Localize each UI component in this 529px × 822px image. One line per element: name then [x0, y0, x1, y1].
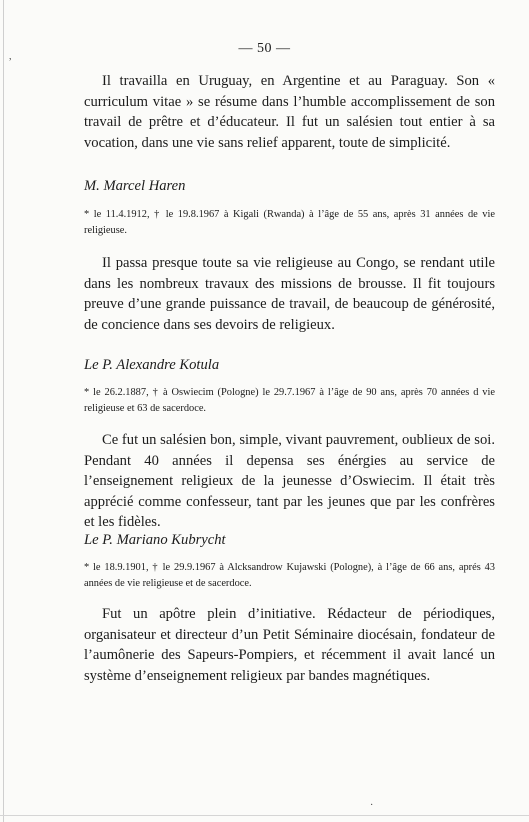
entry-body: Ce fut un salésien bon, simple, vivant pauvrement, oublieux de soi. Pendant 40 années il depensa ses énérgies au service de l’enseignement religieux de la jeunesse d’Oswiecim. Il était très apprécié comme confesseur, tant par les jeunes que par les confrères et les fidèles. — [84, 432, 495, 530]
entry-note: * le 26.2.1887, † à Oswiecim (Pologne) le 29.7.1967 à l’âge de 90 ans, après 70 années d vie religieuse et 63 de sacerdoce. — [84, 387, 495, 414]
entry-heading: Le P. Mariano Kubrycht — [84, 532, 226, 548]
intro-paragraph: Il travailla en Uruguay, en Argentine et au Paraguay. Son « curriculum vitae » se résume dans l’humble accomplissement de son travail de prêtre et d’éducateur. Il fut un salésien tout entier à sa vocation, dans une vie sans relief apparent, toute de simplicité. — [84, 73, 495, 151]
bottom-speck: · — [370, 800, 374, 811]
entry-note: * le 18.9.1901, † le 29.9.1967 à Alcksandrow Kujawski (Pologne), à l’âge de 66 ans, aprés 43 années de vie religieuse et de sacerdoce. — [84, 562, 495, 589]
page-edge-line — [3, 0, 4, 822]
entry-body: Il passa presque toute sa vie religieuse au Congo, se rendant utile dans les nombreux travaux des missions de brousse. Il fit toujours preuve d’une grande puissance de travail, de beaucoup de générosité, de concience dans ses devoirs de religieux. — [84, 255, 495, 333]
entry-note: * le 11.4.1912, † le 19.8.1967 à Kigali (Rwanda) à l’âge de 55 ans, après 31 années de vie religieuse. — [84, 209, 495, 236]
entry-body: Fut un apôtre plein d’initiative. Rédacteur de périodiques, organisateur et directeur d’un Petit Séminaire diocésain, fondateur de l’aumônerie des Sapeurs-Pompiers, et récemment il avait lancé un système d’enseignement religieux par bandes magnétiques. — [84, 606, 495, 684]
margin-mark: , — [9, 51, 12, 62]
entry-heading: M. Marcel Haren — [84, 178, 186, 194]
entry-heading: Le P. Alexandre Kotula — [84, 357, 220, 373]
page-number: — 50 — — [238, 41, 291, 56]
page-bottom-line — [0, 815, 529, 816]
